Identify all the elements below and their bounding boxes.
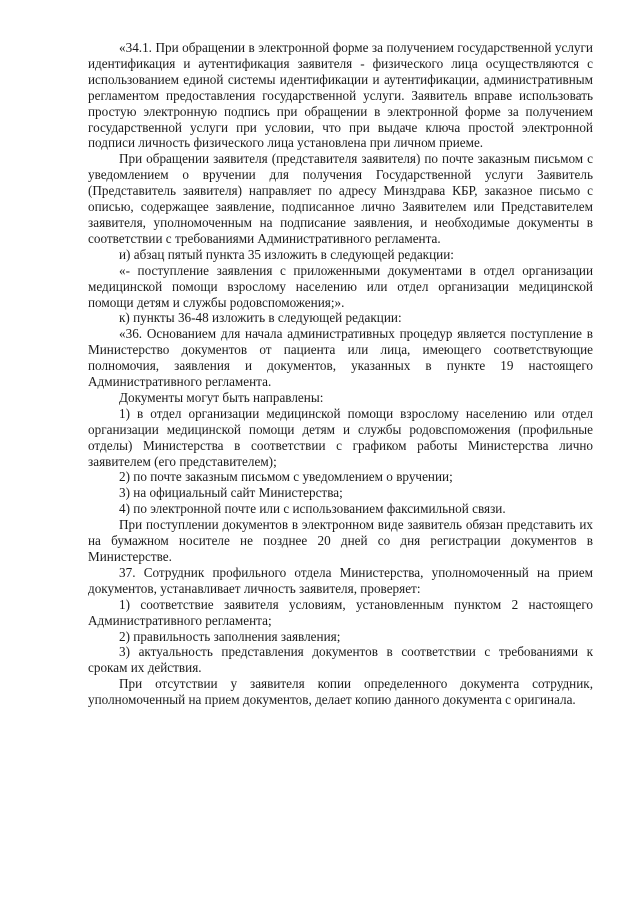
list-item-1: 1) в отдел организации медицинской помощи взрослому населению или отдел организации медицинской помощи детям и службы родовспоможения (профильные отделы) Министерства в соответствии с графиком работы Министерства лично заявителем (его представителем); <box>88 405 593 469</box>
check-item-2: 2) правильность заполнения заявления; <box>119 628 341 644</box>
check-item-1: 1) соответствие заявителя условиям, установленным пунктом 2 настоящего Административного регламента; <box>88 596 593 628</box>
paragraph-34-1: «34.1. При обращении в электронной форме за получением государственной услуги идентификация и аутентификация заявителя - физического лица осуществляются с использованием единой системы идентификации и аутентификации, административным регламентом предоставления государственной услуги. Заявитель вправе использовать простую электронную подпись при обращении в электронной форме за получением государственной услуги при условии, что при выдаче ключа простой электронной подписи личность физического лица установлена при личном приеме. <box>88 40 593 151</box>
list-item-4: 4) по электронной почте или с использованием факсимильной связи. <box>119 501 506 517</box>
paragraph-documents-sent: Документы могут быть направлены: <box>119 389 324 405</box>
document-page <box>88 40 593 708</box>
paragraph-36: «36. Основанием для начала административных процедур является поступление в Министерство документов от пациента или лица, имеющего соответствующие полномочия, заявления и документов, указанных в пункте 19 настоящего Административного регламента. <box>88 326 593 390</box>
list-item-2: 2) по почте заказным письмом с уведомлением о вручении; <box>119 469 453 485</box>
paragraph-amendment-i-text: «- поступление заявления с приложенными документами в отдел организации медицинской помощи взрослому населению или отдел организации медицинской помощи детям и службы родовспоможения;». <box>88 262 593 310</box>
paragraph-electronic-submission: При поступлении документов в электронном виде заявитель обязан представить их на бумажном носителе не позднее 20 дней со дня регистрации документов в Министерстве. <box>88 517 593 564</box>
paragraph-amendment-k: к) пункты 36-48 изложить в следующей редакции: <box>119 310 402 326</box>
paragraph-postal-request: При обращении заявителя (представителя заявителя) по почте заказным письмом с уведомлением о вручении для получения Государственной услуги Заявитель (Представитель заявителя) направляет по адресу Минздрава КБР, заказное письмо с описью, содержащее заявление, подписанное лично Заявителем или Представителем заявителя, уполномоченным на подписание заявления, и необходимые документы в соответствии с требованиями Административного регламента. <box>88 151 593 246</box>
paragraph-amendment-i: и) абзац пятый пункта 35 изложить в следующей редакции: <box>119 246 454 262</box>
check-item-3: 3) актуальность представления документов в соответствии с требованиями к срокам их действия. <box>88 644 593 676</box>
paragraph-37: 37. Сотрудник профильного отдела Министерства, уполномоченный на прием документов, устанавливает личность заявителя, проверяет: <box>88 564 593 596</box>
list-item-3: 3) на официальный сайт Министерства; <box>119 485 343 501</box>
paragraph-copy-document: При отсутствии у заявителя копии определенного документа сотрудник, уполномоченный на прием документов, делает копию данного документа с оригинала. <box>88 676 593 708</box>
